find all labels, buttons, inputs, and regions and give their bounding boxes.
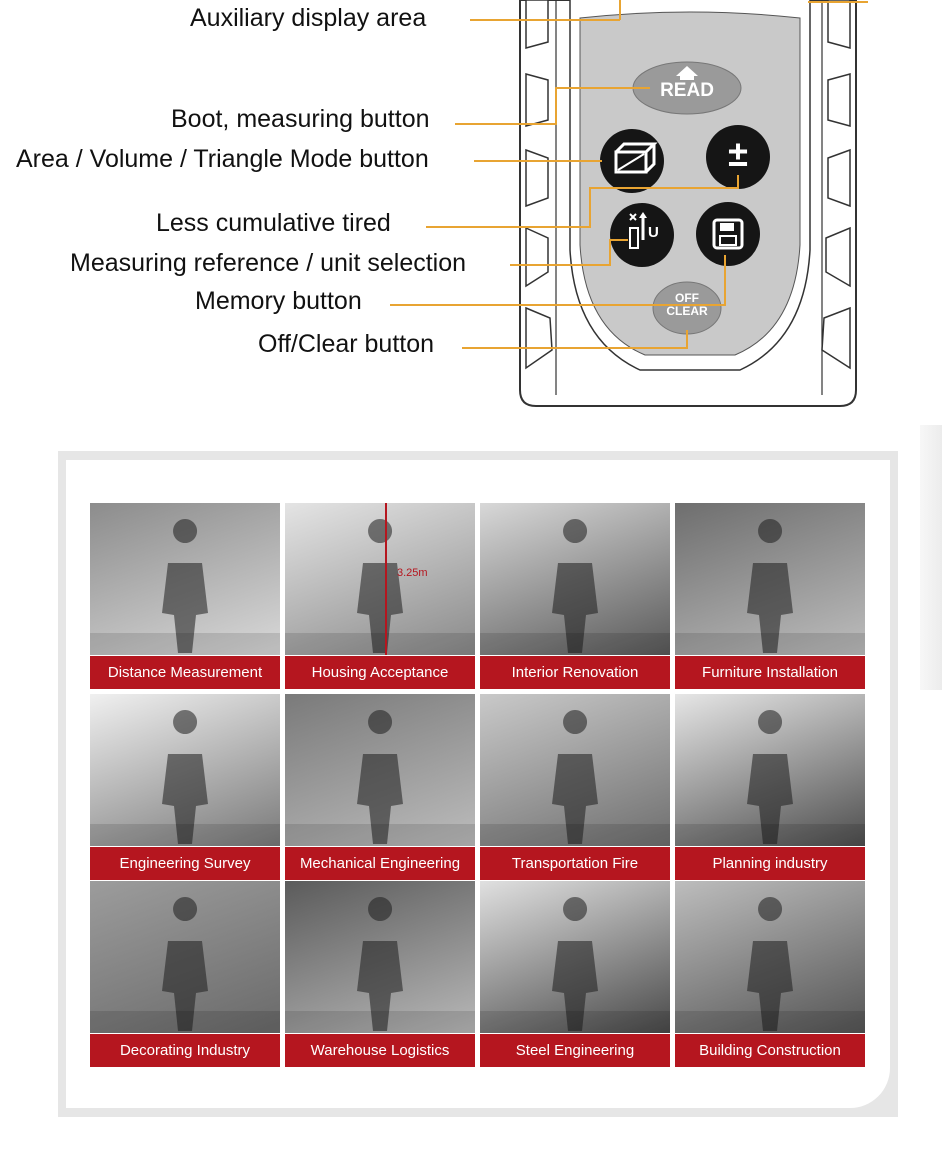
application-tile <box>285 694 475 880</box>
application-caption: Engineering Survey <box>90 847 280 880</box>
measurement-annotation: 3.25m <box>397 567 428 579</box>
worker-photo <box>285 503 475 655</box>
photo-silhouette <box>480 694 670 846</box>
photo-silhouette <box>480 503 670 655</box>
application-tile <box>480 694 670 880</box>
device-diagram <box>0 0 950 420</box>
application-caption: Furniture Installation <box>675 656 865 689</box>
photo-silhouette <box>90 881 280 1033</box>
photo-silhouette <box>90 694 280 846</box>
callout-less-cumulative: Less cumulative tired <box>156 209 391 237</box>
unit-button[interactable] <box>648 224 664 241</box>
photo-silhouette <box>675 694 865 846</box>
plus-minus-icon: ± <box>728 133 748 174</box>
photo-silhouette <box>480 881 670 1033</box>
photo-silhouette <box>675 503 865 655</box>
room-photo <box>480 503 670 655</box>
photo-silhouette <box>285 881 475 1033</box>
worker-photo <box>90 503 280 655</box>
callout-mode-button: Area / Volume / Triangle Mode button <box>16 145 429 173</box>
application-tile <box>480 881 670 1067</box>
worker-photo <box>285 694 475 846</box>
scaffold-photo <box>675 881 865 1033</box>
callout-memory-button: Memory button <box>195 287 362 315</box>
application-caption: Housing Acceptance <box>285 656 475 689</box>
application-caption: Interior Renovation <box>480 656 670 689</box>
callout-auxiliary-display: Auxiliary display area <box>190 4 427 32</box>
application-tile <box>480 503 670 689</box>
off-label: OFF <box>675 291 699 305</box>
ruler-line <box>385 503 387 655</box>
side-shadow <box>920 425 942 690</box>
worker-photo <box>90 694 280 846</box>
application-caption: Warehouse Logistics <box>285 1034 475 1067</box>
photo-silhouette <box>285 503 475 655</box>
photo-silhouette <box>675 881 865 1033</box>
building-photo <box>90 881 280 1033</box>
application-caption: Transportation Fire <box>480 847 670 880</box>
callout-reference-unit: Measuring reference / unit selection <box>70 249 467 277</box>
warehouse-photo <box>285 881 475 1033</box>
application-tile <box>90 694 280 880</box>
callout-off-clear: Off/Clear button <box>258 330 435 358</box>
application-tile <box>90 881 280 1067</box>
application-tile <box>285 503 475 689</box>
application-tile <box>285 881 475 1067</box>
application-tile <box>675 503 865 689</box>
clear-label: CLEAR <box>666 304 708 318</box>
read-button-label: READ <box>660 80 714 101</box>
crew-photo <box>480 694 670 846</box>
steel-photo <box>480 881 670 1033</box>
callout-boot-button: Boot, measuring button <box>171 105 430 133</box>
application-caption: Building Construction <box>675 1034 865 1067</box>
application-caption: Decorating Industry <box>90 1034 280 1067</box>
application-caption: Steel Engineering <box>480 1034 670 1067</box>
application-tile <box>675 881 865 1067</box>
application-caption: Planning industry <box>675 847 865 880</box>
application-caption: Distance Measurement <box>90 656 280 689</box>
unit-icon: U <box>648 224 659 241</box>
room-photo <box>675 503 865 655</box>
plus-minus-button[interactable] <box>720 134 756 174</box>
photo-silhouette <box>90 503 280 655</box>
laser-meter-device <box>0 0 950 420</box>
application-tile <box>90 503 280 689</box>
off-clear-button[interactable] <box>658 292 716 318</box>
application-caption: Mechanical Engineering <box>285 847 475 880</box>
read-button[interactable] <box>650 80 724 106</box>
application-tile <box>675 694 865 880</box>
worker-photo <box>675 694 865 846</box>
photo-silhouette <box>285 694 475 846</box>
